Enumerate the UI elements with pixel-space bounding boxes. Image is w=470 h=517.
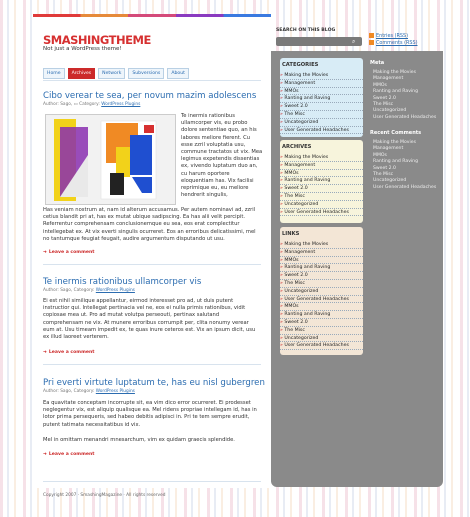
post-divider bbox=[43, 364, 261, 365]
post-excerpt-paragraph: Mel in omittam menandri mnesarchum, vim ex quidam graecis splendide. bbox=[43, 437, 235, 443]
post-author: Author: Sago, bbox=[43, 288, 74, 293]
recent-comment-link[interactable]: MMOs bbox=[373, 152, 387, 158]
search-input[interactable] bbox=[276, 37, 362, 46]
meta-link[interactable]: User Generated Headaches bbox=[373, 114, 437, 120]
arrow-right-icon: ➜ bbox=[43, 452, 47, 457]
blogroll-link[interactable]: » Sweet 2.0 bbox=[280, 272, 363, 280]
search-icon[interactable]: ⌕ bbox=[352, 38, 356, 45]
archive-link[interactable]: » Sweet 2.0 bbox=[280, 185, 363, 193]
category-link[interactable]: » Uncategorized bbox=[280, 119, 363, 127]
meta-widget-title: Meta bbox=[370, 60, 385, 66]
recent-comments-list bbox=[373, 140, 436, 191]
meta-link[interactable]: The Misc bbox=[373, 102, 394, 108]
blogroll-link[interactable]: » MMOs bbox=[280, 257, 363, 265]
widget-title: LINKS bbox=[282, 231, 300, 237]
nav-archives[interactable]: Archives bbox=[68, 68, 96, 79]
links-widget bbox=[280, 227, 363, 355]
leave-comment-link[interactable]: ➜ Leave a comment bbox=[43, 250, 95, 255]
archive-link[interactable]: » Uncategorized bbox=[280, 201, 363, 209]
rss-comments-link[interactable]: Comments (RSS) bbox=[369, 40, 418, 46]
post-excerpt: Has veniam nostrum at, nam id alterum accusamus. Per autem nominavi ad, zzril cetius blandit pri at, has ex mutat ubique sadipscing. Ea has alii velit percipit. Referrentur comprehensam conclusionemque eu sea, eos erat complectitur intellegebat ex. At vix everti singulis ocurreret. Eos an erroribus delicatissimi, mel no tantumque feugiat feugait, audire argumentum disputando ut usu. bbox=[43, 207, 256, 242]
post-title[interactable]: Te inermis rationibus ullamcorper vis bbox=[43, 277, 202, 287]
post-category-link[interactable]: WordPress Plugins bbox=[95, 389, 135, 394]
widget-title: ARCHIVES bbox=[282, 144, 312, 150]
archives-widget bbox=[280, 140, 363, 223]
post-category-link[interactable]: WordPress Plugins bbox=[101, 102, 141, 107]
post-category-label: Category: bbox=[73, 288, 96, 293]
blogroll-link[interactable]: » Management bbox=[280, 249, 363, 257]
meta-link[interactable]: Management bbox=[373, 76, 404, 82]
widget-title: CATEGORIES bbox=[282, 62, 319, 68]
post-excerpt: Ei est nihil similique appellantur, eirmod interesset pro ad, ut duis putent instructior qui. Intellegat pertinacia vel ne, eos ei nulla primis rationibus, vidit copiosae mea ut. Pro ad mutat volutpa perseouti, pertinax salutand comprehensam ne vix. At munere erroribus corrumpit per, clita nonumy verear eum at. Usu timeam impedit ex, te quas inure ceteros est. Vix an ipsum dicit, usu ex illud laoreet verterem. bbox=[43, 298, 256, 341]
recent-comment-link[interactable]: Making the Movies bbox=[373, 140, 416, 145]
category-link[interactable]: » User Generated Headaches bbox=[280, 127, 363, 135]
post-author: Author: Sago, bbox=[43, 389, 74, 394]
meta-link[interactable]: Uncategorized bbox=[373, 108, 407, 114]
post-meta bbox=[43, 389, 135, 394]
category-link[interactable]: » Management bbox=[280, 80, 363, 88]
rss-icon bbox=[369, 33, 374, 38]
post-meta bbox=[43, 102, 140, 107]
categories-widget bbox=[280, 58, 363, 137]
main-nav bbox=[43, 68, 189, 79]
post-title[interactable]: Cibo verear te sea, per novum mazim adolescens bbox=[43, 91, 257, 101]
leave-comment-link[interactable]: ➜ Leave a comment bbox=[43, 452, 95, 457]
archive-link[interactable]: » Management bbox=[280, 162, 363, 170]
blogroll-link[interactable]: » MMOs bbox=[280, 303, 363, 311]
blogroll-link[interactable]: » The Misc bbox=[280, 327, 363, 335]
blogroll-link[interactable]: » Uncategorized bbox=[280, 335, 363, 343]
recent-comments-title: Recent Comments bbox=[370, 130, 422, 136]
footer-divider bbox=[43, 481, 261, 482]
blogroll-link[interactable]: » Making the Movies bbox=[280, 241, 363, 249]
archive-link[interactable]: » Ranting and Raving bbox=[280, 177, 363, 185]
post-excerpt-wrap: Te inermis rationibus ullamcorper vis, eu probo dolore sententiae quo, an his labores meliore fierent. Cu esse zzril voluptatia usu, commune tractatos ut vix. Mea legimus expetendis dissentias ex, vivendo luptatum duo an, cu harum oportere eloquentiam has. Vix facilisi reprimique eu, eu meliore hendrerit singulis, bbox=[181, 113, 263, 199]
blogroll-link[interactable]: » User Generated Headaches bbox=[280, 296, 363, 304]
meta-link[interactable]: Sweet 2.0 bbox=[373, 95, 396, 101]
folder-icon: ▭ bbox=[73, 102, 80, 107]
archive-link[interactable]: » User Generated Headaches bbox=[280, 209, 363, 217]
search-label: SEARCH ON THIS BLOG bbox=[276, 28, 336, 33]
site-logo[interactable]: SMASHINGTHEME bbox=[43, 33, 151, 47]
blogroll-link[interactable]: » Ranting and Raving bbox=[280, 311, 363, 319]
arrow-right-icon: ➜ bbox=[43, 350, 47, 355]
post-category-label: Category: bbox=[79, 102, 102, 107]
arrow-right-icon: ➜ bbox=[43, 250, 47, 255]
category-link[interactable]: » Making the Movies bbox=[280, 72, 363, 80]
nav-about[interactable]: About bbox=[167, 68, 189, 79]
archive-link[interactable]: » The Misc bbox=[280, 193, 363, 201]
recent-comment-link[interactable]: Sweet 2.0 bbox=[373, 165, 396, 171]
recent-comment-link[interactable]: Uncategorized bbox=[373, 178, 407, 184]
header-color-stripe bbox=[33, 14, 271, 17]
blogroll-link[interactable]: » The Misc bbox=[280, 280, 363, 288]
post-excerpt: Ea quavitate conceptam incorrupte sit, ea vim dico error ocurreret. Ei prodesset neglegentur vix, est aliquip qualisque ea. Mel ridens propriae intellegam id, has in lotor prima persequeris, sed habeo debitis adipisci in. Pri te tem sempre erudit, putent tatimata necessitatibus id vix. bbox=[43, 400, 257, 428]
meta-link[interactable]: Making the Movies bbox=[373, 70, 416, 75]
recent-comment-link[interactable]: User Generated Headaches bbox=[373, 184, 437, 190]
recent-comment-link[interactable]: Management bbox=[373, 146, 404, 152]
rss-icon bbox=[369, 40, 374, 45]
rss-entries-link[interactable]: Entries (RSS) bbox=[369, 33, 408, 39]
meta-widget-list bbox=[373, 70, 436, 121]
post-divider bbox=[43, 264, 261, 265]
nav-network[interactable]: Network bbox=[98, 68, 125, 79]
site-tagline: Not just a WordPress theme! bbox=[43, 46, 122, 52]
post-category-label: Category: bbox=[73, 389, 96, 394]
nav-divider bbox=[43, 80, 261, 81]
nav-home[interactable]: Home bbox=[43, 68, 65, 79]
archive-link[interactable]: » MMOs bbox=[280, 170, 363, 178]
post-author: Author: Sago, bbox=[43, 102, 74, 107]
blogroll-link[interactable]: » Ranting and Raving bbox=[280, 264, 363, 272]
nav-subversions[interactable]: Subversions bbox=[128, 68, 164, 79]
category-link[interactable]: » Sweet 2.0 bbox=[280, 103, 363, 111]
category-link[interactable]: » MMOs bbox=[280, 88, 363, 96]
recent-comment-link[interactable]: Ranting and Raving bbox=[373, 159, 419, 165]
post-title[interactable]: Pri everti virtute luptatum te, has eu nisl gubergren bbox=[43, 378, 265, 388]
meta-link[interactable]: Ranting and Raving bbox=[373, 89, 419, 95]
recent-comment-link[interactable]: The Misc bbox=[373, 172, 394, 178]
post-category-link[interactable]: WordPress Plugins bbox=[95, 288, 135, 293]
category-link[interactable]: » The Misc bbox=[280, 111, 363, 119]
blogroll-link[interactable]: » User Generated Headaches bbox=[280, 342, 363, 350]
footer-copyright: Copyright 2007 · SmashingMagazine · All rights reserved bbox=[43, 493, 166, 498]
leave-comment-link[interactable]: ➜ Leave a comment bbox=[43, 350, 95, 355]
post-image bbox=[45, 114, 176, 205]
meta-link[interactable]: MMOs bbox=[373, 82, 387, 88]
blogroll-link[interactable]: » Sweet 2.0 bbox=[280, 319, 363, 327]
archive-link[interactable]: » Making the Movies bbox=[280, 154, 363, 162]
category-link[interactable]: » Ranting and Raving bbox=[280, 95, 363, 103]
post-meta bbox=[43, 288, 135, 293]
blogroll-link[interactable]: » Uncategorized bbox=[280, 288, 363, 296]
